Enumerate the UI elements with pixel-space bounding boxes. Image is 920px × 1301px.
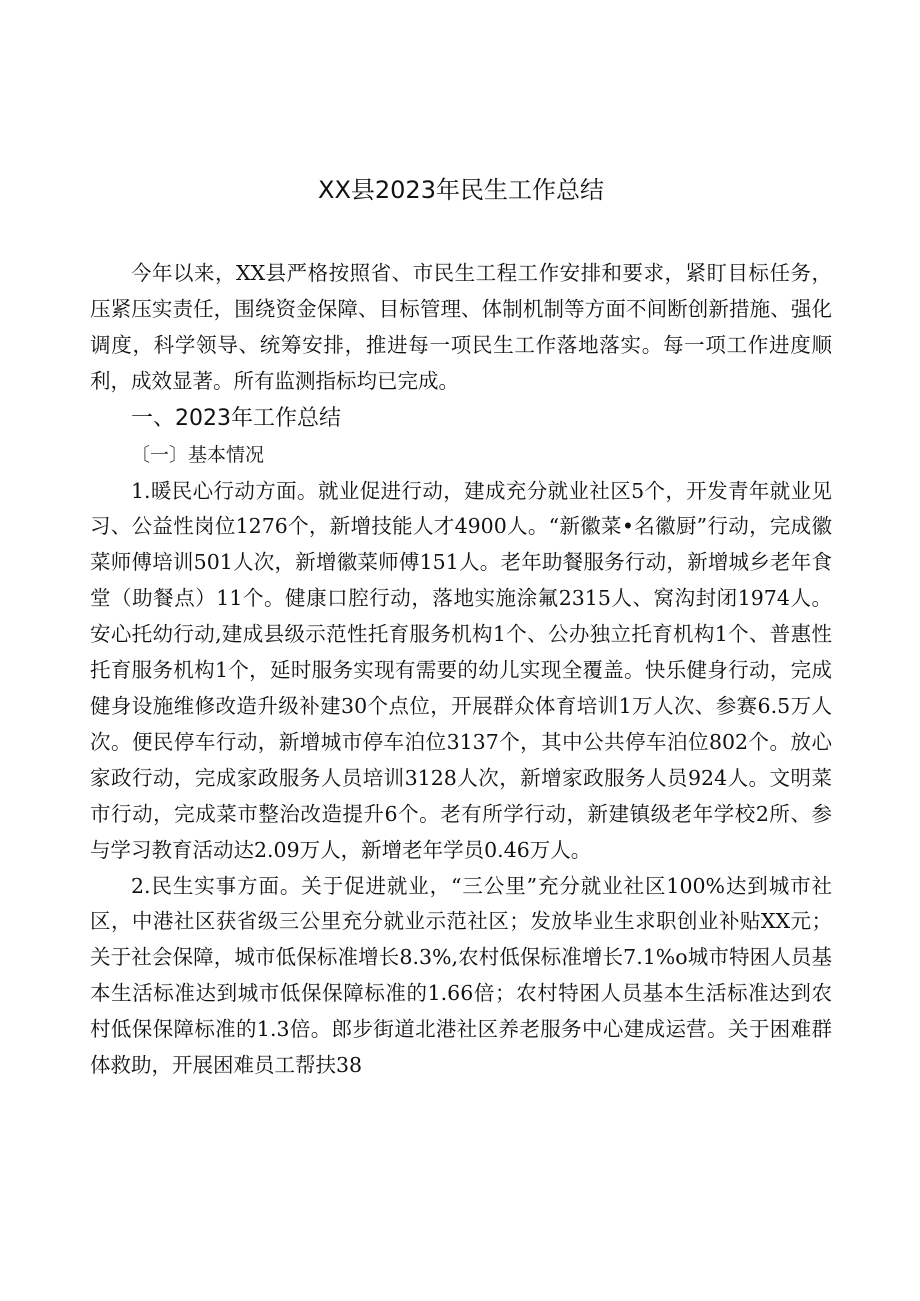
intro-paragraph: 今年以来，XX县严格按照省、市民生工程工作安排和要求，紧盯目标任务，压紧压实责任，围绕资金保障、目标管理、体制机制等方面不间断创新措施、强化调度，科学领导、统筹安排，推进每一项民生工作落地落实。每一项工作进度顺利，成效显著。所有监测指标均已完成。 [90,261,832,393]
document-body [90,256,832,1084]
section-heading: 一、2023年工作总结 [131,405,341,431]
document-title: XX县2023年民生工作总结 [318,176,604,204]
paragraph-practical-matters: 2.民生实事方面。关于促进就业，“三公里”充分就业社区100%达到城市社区，中港社区获省级三公里充分就业示范社区；发放毕业生求职创业补贴XX元；关于社会保障，城市低保标准增长8.3%,农村低保标准增长7.1%o城市特困人员基本生活标准达到城市低保保障标准的1.66倍；农村特困人员基本生活标准达到农村低保保障标准的1.3倍。郎步街道北港社区养老服务中心建成运营。关于困难群体救助，开展困难员工帮扶38 [90,873,832,1078]
paragraph-livelihood-actions: 1.暖民心行动方面。就业促进行动，建成充分就业社区5个，开发青年就业见习、公益性岗位1276个，新增技能人才4900人。“新徽菜•名徽厨”行动，完成徽菜师傅培训501人次，新增徽菜师傅151人。老年助餐服务行动，新增城乡老年食堂（助餐点）11个。健康口腔行动，落地实施涂氟2315人、窝沟封闭1974人。安心托幼行动,建成县级示范性托育服务机构1个、公办独立托育机构1个、普惠性托育服务机构1个，延时服务实现有需要的幼儿实现全覆盖。快乐健身行动，完成健身设施维修改造升级补建30个点位，开展群众体育培训1万人次、参赛6.5万人次。便民停车行动，新增城市停车泊位3137个，其中公共停车泊位802个。放心家政行动，完成家政服务人员培训3128人次，新增家政服务人员924人。文明菜市行动，完成菜市整治改造提升6个。老有所学行动，新建镇级老年学校2所、参与学习教育活动达2.09万人，新增老年学员0.46万人。 [90,478,832,862]
subsection-heading: 〔一〕基本情况 [131,443,265,466]
